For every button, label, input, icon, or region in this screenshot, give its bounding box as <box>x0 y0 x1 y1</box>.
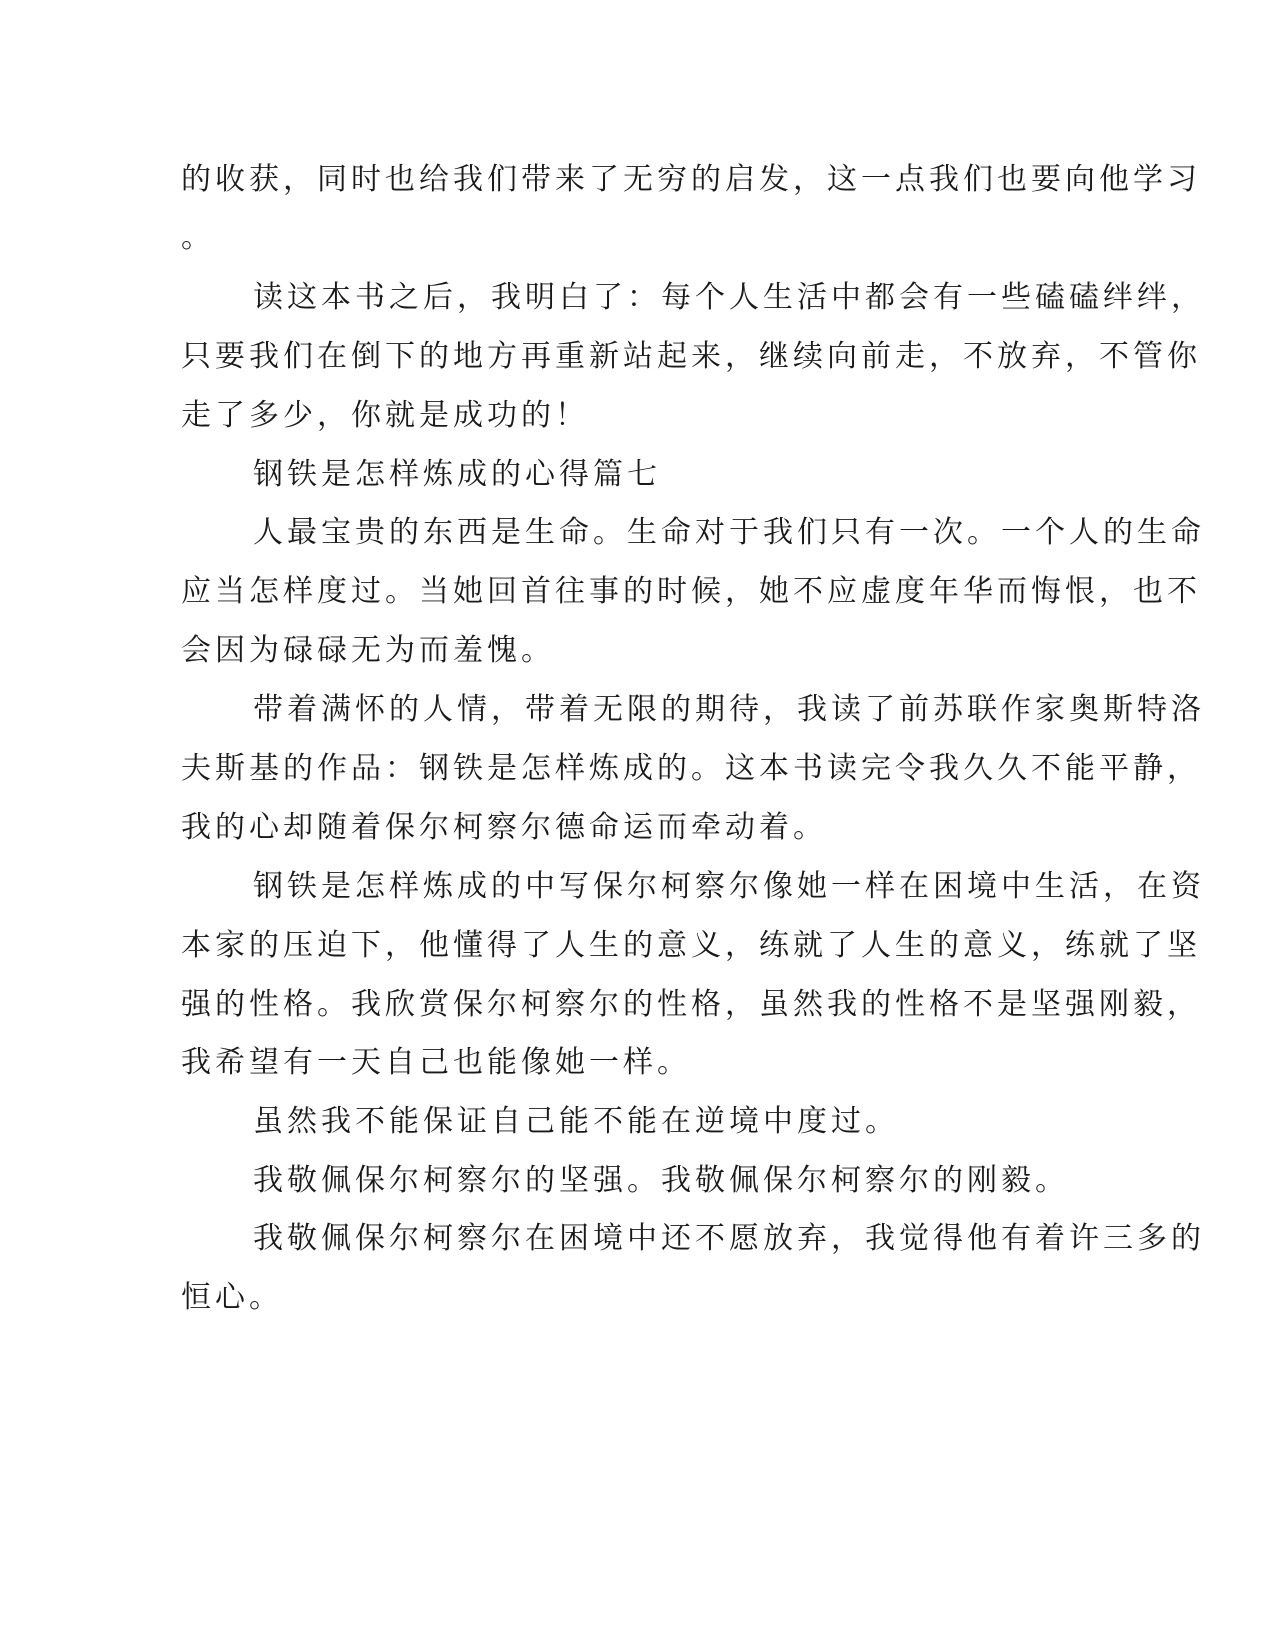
text-line: 恒心。 <box>181 1280 283 1315</box>
paragraph-first-line: 人最宝贵的东西是生命。生命对于我们只有一次。一个人的生命 <box>253 515 1205 550</box>
paragraph-first-line: 钢铁是怎样炼成的中写保尔柯察尔像她一样在困境中生活，在资 <box>253 869 1205 904</box>
paragraph-first-line: 带着满怀的人情，带着无限的期待，我读了前苏联作家奥斯特洛 <box>253 692 1205 727</box>
paragraph-first-line: 读这本书之后，我明白了：每个人生活中都会有一些磕磕绊绊， <box>253 280 1205 315</box>
text-line: 本家的压迫下，他懂得了人生的意义，练就了人生的意义，练就了坚 <box>181 928 1201 963</box>
paragraph-first-line: 我敬佩保尔柯察尔在困境中还不愿放弃，我觉得他有着许三多的 <box>253 1221 1205 1256</box>
text-line: 。 <box>181 220 215 255</box>
text-line: 我的心却随着保尔柯察尔德命运而牵动着。 <box>181 810 827 845</box>
text-line: 强的性格。我欣赏保尔柯察尔的性格，虽然我的性格不是坚强刚毅， <box>181 987 1201 1022</box>
text-line: 的收获，同时也给我们带来了无穷的启发，这一点我们也要向他学习 <box>181 162 1201 197</box>
text-line: 我希望有一天自己也能像她一样。 <box>181 1045 691 1080</box>
text-line: 夫斯基的作品：钢铁是怎样炼成的。这本书读完令我久久不能平静， <box>181 751 1201 786</box>
text-line: 应当怎样度过。当她回首往事的时候，她不应虚度年华而悔恨，也不 <box>181 574 1201 609</box>
text-line: 走了多少，你就是成功的！ <box>181 398 589 433</box>
text-line: 只要我们在倒下的地方再重新站起来，继续向前走，不放弃，不管你 <box>181 339 1201 374</box>
paragraph-first-line: 我敬佩保尔柯察尔的坚强。我敬佩保尔柯察尔的刚毅。 <box>253 1163 1069 1198</box>
text-line: 会因为碌碌无为而羞愧。 <box>181 633 555 668</box>
paragraph-first-line: 虽然我不能保证自己能不能在逆境中度过。 <box>253 1104 899 1139</box>
section-heading: 钢铁是怎样炼成的心得篇七 <box>253 457 661 492</box>
